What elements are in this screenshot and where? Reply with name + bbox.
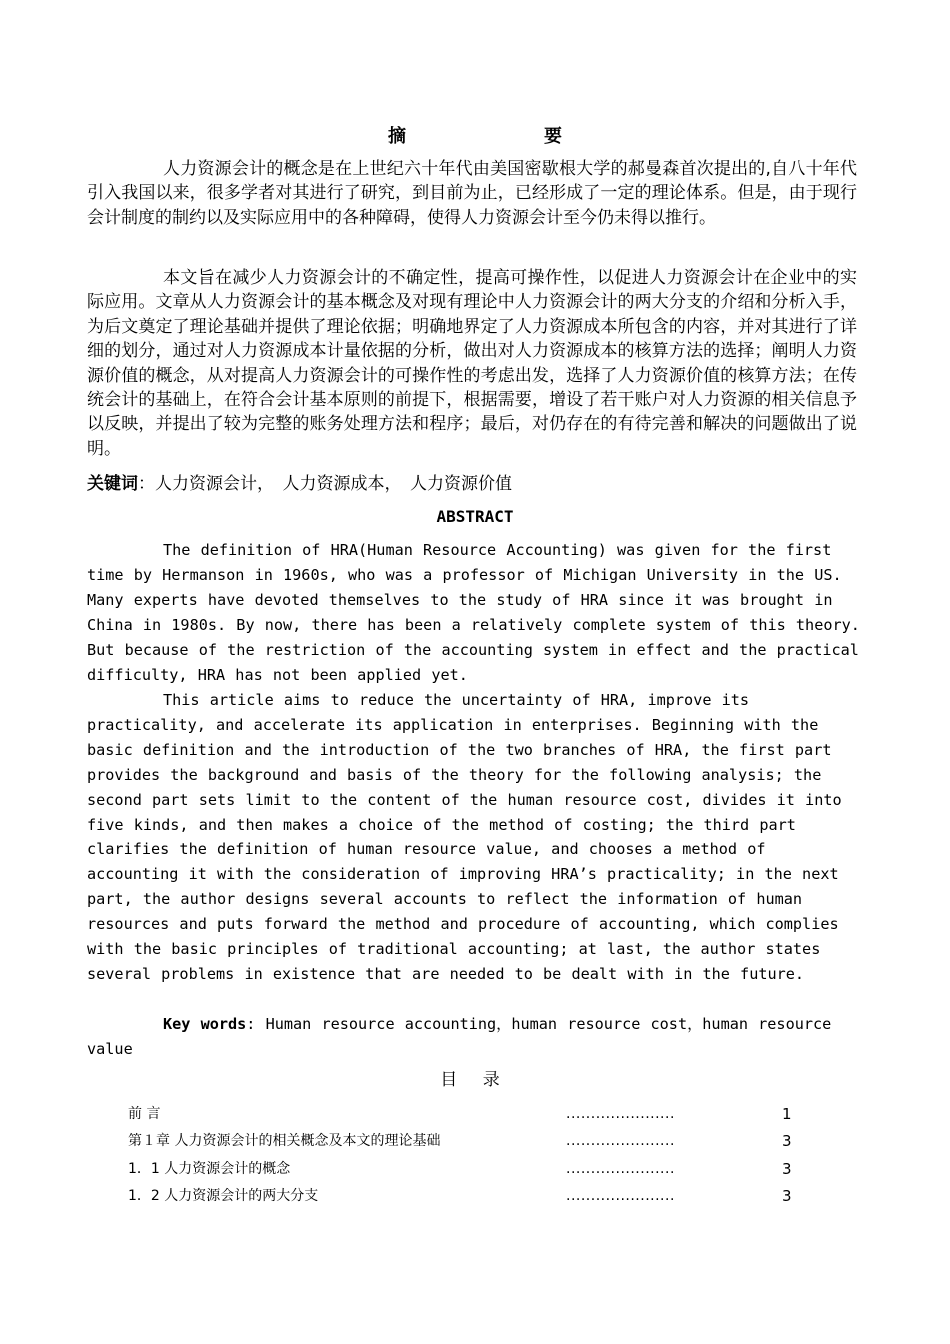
toc-entry-page: 3 [782,1159,792,1178]
abstract-en-title: ABSTRACT [436,507,514,526]
abstract-cn-paragraph-1: 人力资源会计的概念是在上世纪六十年代由美国密歇根大学的郝曼森首次提出的,自八十年代引入我国以来，很多学者对其进行了研究，到目前为止，已经形成了一定的理论体系。但是，由于现行会计制度的制约以及实际应用中的各种障碍，使得人力资源会计至今仍未得以推行。 [87,159,857,228]
toc-title: 目 录 [440,1070,510,1090]
toc-entry-label: 第１章 人力资源会计的相关概念及本文的理论基础 [128,1133,441,1150]
toc-entry[interactable] [128,1102,808,1129]
toc-entry-leader: ...................... [566,1106,675,1122]
toc-entry-leader: ...................... [566,1160,675,1177]
toc-entry[interactable] [128,1129,808,1156]
toc-entry[interactable] [128,1157,808,1184]
keywords-en-label: Key words [163,1015,247,1033]
toc-entry-leader: ...................... [566,1188,675,1205]
table-of-contents [128,1102,808,1212]
toc-entry-page: 1 [782,1105,792,1123]
toc-entry-page: 3 [782,1187,792,1206]
keywords-cn-text: ：人力资源会计， 人力资源成本， 人力资源价值 [138,474,512,494]
abstract-cn-title: 摘 要 [388,126,622,147]
abstract-cn-paragraph-2: 本文旨在减少人力资源会计的不确定性，提高可操作性，以促进人力资源会计在企业中的实际应用。文章从人力资源会计的基本概念及对现有理论中人力资源会计的两大分支的介绍和分析入手，为后文奠定了理论基础并提供了理论依据；明确地界定了人力资源成本所包含的内容，并对其进行了详细的划分，通过对人力资源成本计量依据的分析，做出对人力资源成本的核算方法的选择；阐明人力资源价值的概念，从对提高人力资源会计的可操作性的考虑出发，选择了人力资源价值的核算方法；在传统会计的基础上，在符合会计基本原则的前提下，根据需要，增设了若干账户对人力资源的相关信息予以反映，并提出了较为完整的账务处理方法和程序；最后，对仍存在的有待完善和解决的问题做出了说明。 [87,268,857,459]
toc-entry-page: 3 [782,1132,792,1151]
toc-entry-label: 前 言 [128,1106,161,1122]
keywords-cn-label: 关键词 [87,474,138,494]
abstract-en-paragraph-2: This article aims to reduce the uncertainty of HRA, improve its practicality, and accelerate its application in enterprises. Beginning with the basic definition and the introduction of the two branches of HRA, the first part provides the background and basis of the theory for the following analysis; the second part sets limit to the content of the human resource cost, divides it into five kinds, and then makes a choice of the method of costing; the third part clarifies the definition of human resource value, and chooses a method of accounting it with the consideration of improving HRA’s practicality; in the next part, the author designs several accounts to reflect the information of human resources and puts forward the method and procedure of accounting, which complies with the basic principles of traditional accounting; at last, the author states several problems in existence that are needed to be dealt with in the future. [87,691,842,983]
abstract-cn-keywords [87,472,857,496]
keywords-en-text: : Human resource accounting，human resource cost，human resource value [87,1015,832,1058]
abstract-en-paragraph-1: The definition of HRA(Human Resource Accounting) was given for the first time by Hermanson in 1960s, who was a professor of Michigan University in the US. Many experts have devoted themselves to the study of HRA since it was brought in China in 1980s. By now, there has been a relatively complete system of this theory. But because of the restriction of the accounting system in effect and the practical difficulty, HRA has not been applied yet. [87,541,860,684]
toc-entry[interactable] [128,1184,808,1211]
abstract-en-keywords [87,1012,865,1062]
toc-entry-label: 1．1 人力资源会计的概念 [128,1160,291,1177]
toc-entry-label: 1．2 人力资源会计的两大分支 [128,1188,319,1205]
toc-entry-leader: ...................... [566,1133,675,1150]
